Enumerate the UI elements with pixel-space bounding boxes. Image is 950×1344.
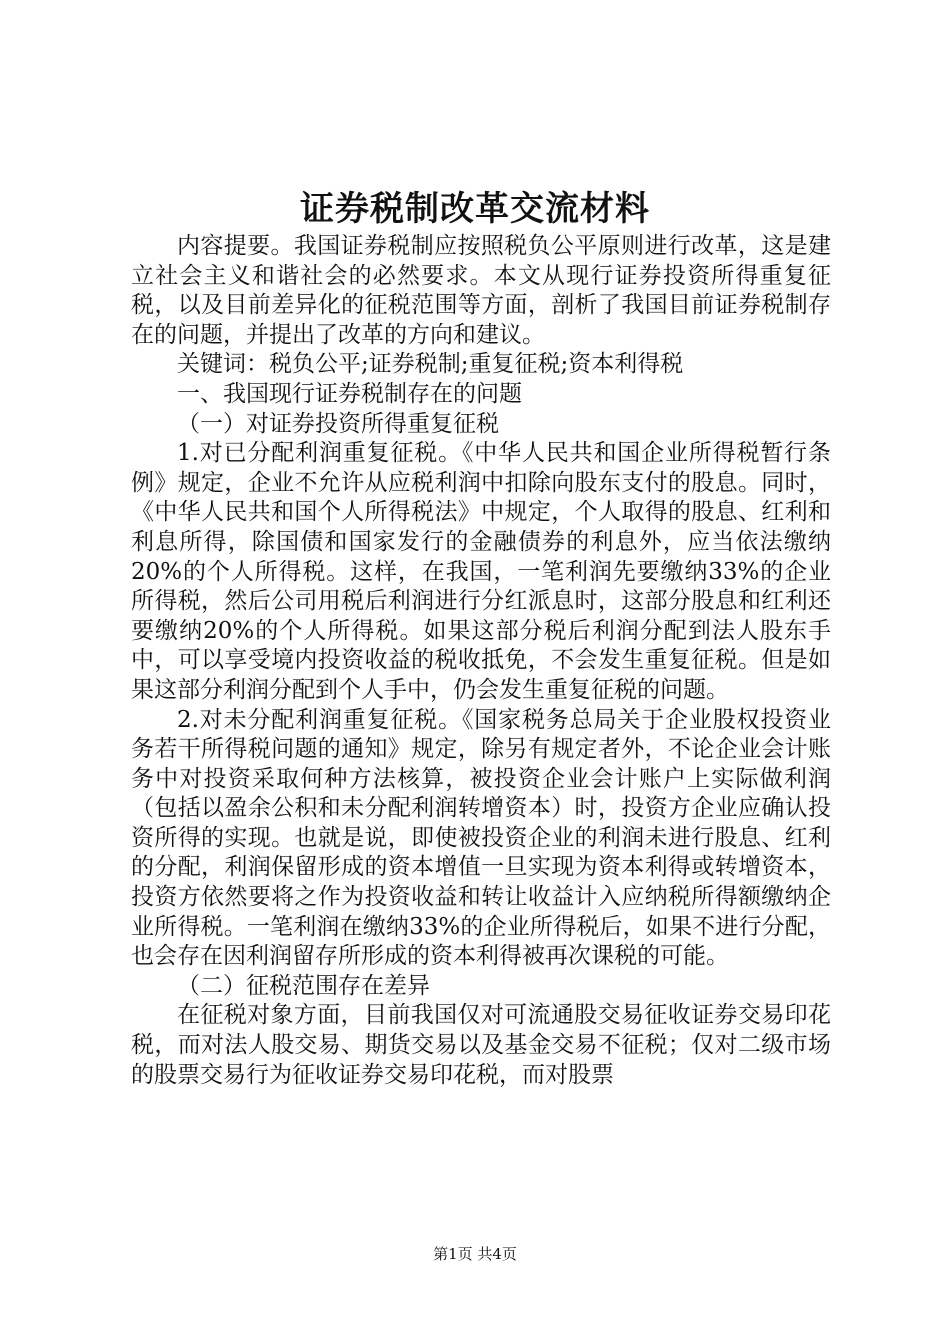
body-paragraph-1: 1.对已分配利润重复征税。《中华人民共和国企业所得税暂行条例》规定，企业不允许从应税利润中扣除向股东支付的股息。同时，《中华人民共和国个人所得税法》中规定，个人取得的股息、红利和利息所得，除国债和国家发行的金融债券的利息外，应当依法缴纳20%的个人所得税。这样，在我国，一笔利润先要缴纳33%的企业所得税，然后公司用税后利润进行分红派息时，这部分股息和红利还要缴纳20%的个人所得税。如果这部分税后利润分配到法人股东手中，可以享受境内投资收益的税收抵免，不会发生重复征税。但是如果这部分利润分配到个人手中，仍会发生重复征税的问题。 xyxy=(131,440,831,703)
page-footer: 第1页 共4页 xyxy=(433,1245,517,1263)
body-paragraph-3: 在征税对象方面，目前我国仅对可流通股交易征收证券交易印花税，而对法人股交易、期货交易以及基金交易不征税；仅对二级市场的股票交易行为征收证券交易印花税，而对股票 xyxy=(131,1002,831,1088)
document-body xyxy=(131,232,831,1090)
document-title: 证券税制改革交流材料 xyxy=(300,189,650,229)
subsection-heading-2: （二）征税范围存在差异 xyxy=(177,972,430,999)
subsection-heading-1: （一）对证券投资所得重复征税 xyxy=(177,410,499,437)
abstract-paragraph: 内容提要。我国证券税制应按照税负公平原则进行改革，这是建立社会主义和谐社会的必然要求。本文从现行证券投资所得重复征税，以及目前差异化的征税范围等方面，剖析了我国目前证券税制存在的问题，并提出了改革的方向和建议。 xyxy=(131,233,831,348)
keywords-paragraph: 关键词：税负公平;证券税制;重复征税;资本利得税 xyxy=(177,351,684,378)
section-heading-1: 一、我国现行证券税制存在的问题 xyxy=(177,380,522,407)
body-paragraph-2: 2.对未分配利润重复征税。《国家税务总局关于企业股权投资业务若干所得税问题的通知》规定，除另有规定者外，不论企业会计账务中对投资采取何种方法核算，被投资企业会计账户上实际做利润（包括以盈余公积和未分配利润转增资本）时，投资方企业应确认投资所得的实现。也就是说，即使被投资企业的利润未进行股息、红利的分配，利润保留形成的资本增值一旦实现为资本利得或转增资本，投资方依然要将之作为投资收益和转让收益计入应纳税所得额缴纳企业所得税。一笔利润在缴纳33%的企业所得税后，如果不进行分配，也会存在因利润留存所形成的资本利得被再次课税的可能。 xyxy=(131,706,831,970)
